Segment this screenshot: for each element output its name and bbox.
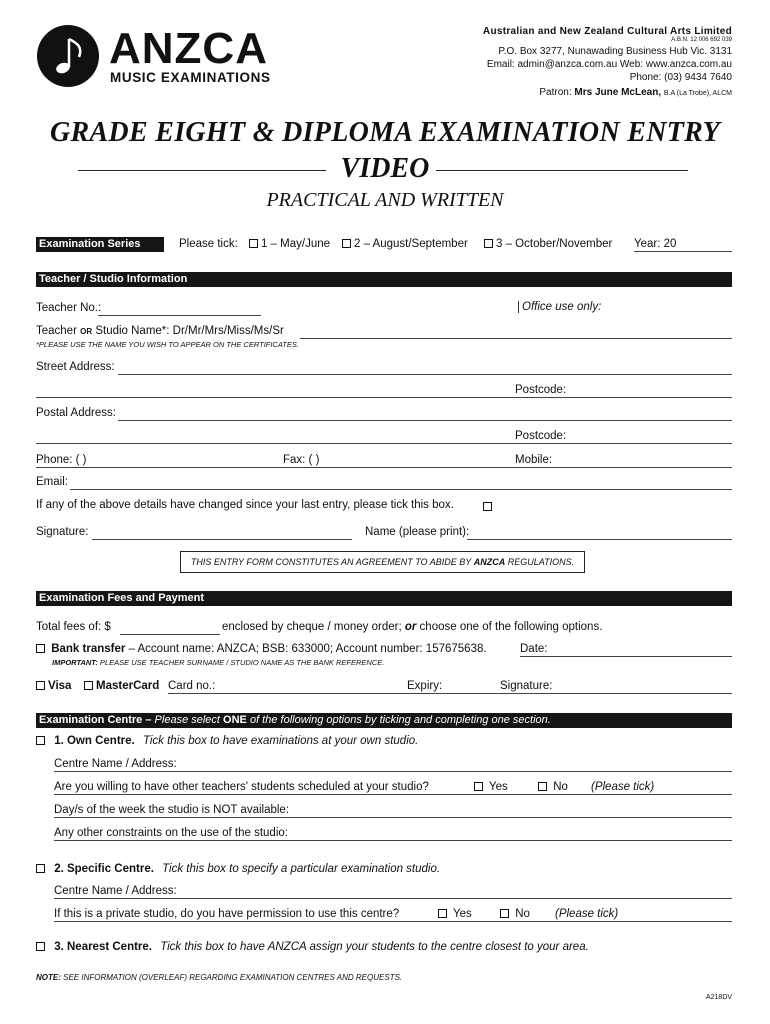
constraints-field[interactable] [54, 840, 732, 841]
bank-details: – Account name: ANZCA; BSB: 633000; Account number: 157675638. [128, 643, 487, 655]
studio-name-label: Studio Name*: Dr/Mr/Mrs/Miss/Ms/Sr [95, 325, 284, 337]
specific-centre-name-label: Centre Name / Address: [54, 885, 177, 897]
card-signature-label: Signature: [500, 680, 553, 692]
phone-field[interactable] [36, 467, 732, 468]
please-tick-label: Please tick: [179, 238, 238, 250]
postal-address-label: Postal Address: [36, 407, 116, 419]
centre-heading [36, 713, 732, 728]
checkbox[interactable] [438, 909, 447, 918]
series-label: Examination Series [36, 237, 164, 252]
teacher-name-label [36, 325, 284, 337]
nearest-centre-title: 3. Nearest Centre. [54, 941, 152, 953]
form-subtitle: VIDEO [340, 153, 430, 184]
org-name: Australian and New Zealand Cultural Arts Limited [482, 26, 732, 37]
days-field[interactable] [54, 817, 732, 818]
agreement-text: THIS ENTRY FORM CONSTITUTES AN AGREEMENT TO ABIDE BY [190, 557, 472, 567]
series-option-2-label: 2 – August/September [354, 238, 468, 250]
own-centre-option[interactable] [36, 735, 418, 747]
note-text: SEE INFORMATION (OVERLEAF) REGARDING EXAMINATION CENTRES AND REQUESTS. [63, 973, 403, 982]
specific-centre-desc: Tick this box to specify a particular examination studio. [162, 863, 441, 875]
centre-note [36, 973, 402, 982]
cheque-text: enclosed by cheque / money order; [222, 621, 402, 633]
checkbox[interactable] [249, 239, 258, 248]
postal-address-field[interactable] [118, 420, 732, 421]
visa-option[interactable] [36, 680, 71, 692]
email-web: Email: admin@anzca.com.au Web: www.anzca.com.au [486, 59, 732, 70]
private-yes[interactable] [438, 908, 472, 920]
willing-label: Are you willing to have other teachers' students scheduled at your studio? [54, 781, 429, 793]
centre-heading-label: Examination Centre – [39, 714, 152, 726]
postcode2-label: Postcode: [515, 430, 567, 442]
checkbox[interactable] [342, 239, 351, 248]
please-tick-note-1: (Please tick) [591, 781, 655, 793]
bank-transfer-label: Bank transfer [51, 643, 126, 655]
email-label: Email: [36, 476, 68, 488]
constraints-label: Any other constraints on the use of the studio: [54, 827, 288, 839]
important-note [52, 658, 384, 667]
patron-prefix: Patron: [539, 87, 572, 98]
series-option-3-label: 3 – October/November [496, 238, 613, 250]
postcode1-label: Postcode: [515, 384, 567, 396]
print-name-label: Name (please print): [365, 526, 470, 538]
own-centre-desc: Tick this box to have examinations at your own studio. [142, 735, 419, 747]
days-label: Day/s of the week the studio is NOT available: [54, 804, 290, 816]
checkbox[interactable] [36, 942, 45, 951]
postal-address-field-2[interactable] [36, 443, 732, 444]
options-text: choose one of the following options. [419, 621, 603, 633]
own-centre-title: 1. Own Centre. [54, 735, 135, 747]
total-fees-field[interactable] [120, 634, 220, 635]
mastercard-label: MasterCard [96, 680, 160, 692]
expiry-label: Expiry: [407, 680, 443, 692]
yes-label: Yes [453, 908, 472, 920]
logo-sub-text: MUSIC EXAMINATIONS [110, 70, 271, 85]
important-label: IMPORTANT: [52, 658, 98, 667]
note-label: NOTE: [36, 973, 61, 982]
signature-field[interactable] [92, 539, 352, 540]
please-tick-note-2: (Please tick) [555, 908, 619, 920]
specific-centre-option[interactable] [36, 863, 440, 875]
music-note-icon [35, 25, 101, 87]
no-label: No [515, 908, 530, 920]
abn: A.B.N. 12 006 692 039 [671, 37, 732, 43]
logo-main-text: ANZCA [109, 24, 268, 73]
patron-name: Mrs June McLean, [574, 87, 662, 98]
teacher-name-field[interactable] [300, 338, 732, 339]
agreement-notice [180, 551, 585, 573]
form-code: A218DV [705, 994, 732, 1001]
or-label: OR [80, 327, 93, 336]
changed-details-label: If any of the above details have changed since your last entry, please tick this box. [36, 499, 454, 511]
series-option-1-label: 1 – May/June [261, 238, 331, 250]
date-label: Date: [520, 643, 548, 655]
fees-heading: Examination Fees and Payment [36, 591, 732, 606]
own-centre-name-label: Centre Name / Address: [54, 758, 177, 770]
important-text: PLEASE USE TEACHER SURNAME / STUDIO NAME AS THE BANK REFERENCE. [99, 658, 385, 667]
checkbox[interactable] [36, 681, 45, 690]
checkbox[interactable] [36, 736, 45, 745]
patron [539, 87, 732, 98]
series-option-3[interactable] [484, 238, 612, 250]
teacher-no-field[interactable] [98, 315, 261, 316]
form-title: GRADE EIGHT & DIPLOMA EXAMINATION ENTRY [49, 117, 721, 148]
phone: Phone: (03) 9434 7640 [629, 72, 732, 83]
anzca-logo [35, 25, 297, 87]
card-no-label: Card no.: [168, 680, 216, 692]
nearest-centre-option[interactable] [36, 941, 589, 953]
street-address-field-2[interactable] [36, 397, 732, 398]
own-centre-name-field[interactable] [54, 771, 732, 772]
checkbox[interactable] [474, 782, 483, 791]
series-option-2[interactable] [342, 238, 468, 250]
private-field[interactable] [54, 921, 732, 922]
teacher-no-label: Teacher No.: [36, 302, 102, 314]
checkbox[interactable] [84, 681, 93, 690]
mastercard-option[interactable] [84, 680, 159, 692]
street-address-field[interactable] [118, 374, 732, 375]
willing-yes[interactable] [474, 781, 508, 793]
mobile-label: Mobile: [515, 454, 553, 466]
office-use-label: Office use only: [518, 301, 601, 313]
specific-centre-name-field[interactable] [54, 898, 732, 899]
checkbox[interactable] [36, 864, 45, 873]
total-fees-text [222, 621, 602, 633]
year-field[interactable] [634, 251, 732, 252]
patron-quals: B.A (La Trobe), ALCM [663, 90, 732, 97]
certificate-note: *PLEASE USE THE NAME YOU WISH TO APPEAR ON THE CERTIFICATES. [36, 340, 299, 349]
no-label: No [553, 781, 568, 793]
postal-address: P.O. Box 3277, Nunawading Business Hub Vic. 3131 [498, 46, 732, 57]
total-fees-label: Total fees of: $ [36, 621, 111, 633]
private-no[interactable] [500, 908, 530, 920]
teacher-label: Teacher [36, 325, 77, 337]
private-studio-label: If this is a private studio, do you have permission to use this centre? [54, 908, 400, 920]
series-option-1[interactable] [249, 238, 330, 250]
email-field[interactable] [70, 489, 732, 490]
card-details-field[interactable] [168, 693, 732, 694]
centre-heading-instructions: of the following options by ticking and completing one section. [249, 714, 551, 726]
fax-label: Fax: ( ) [283, 454, 320, 466]
agreement-anzca: ANZCA [473, 557, 506, 567]
print-name-field[interactable] [467, 539, 732, 540]
willing-no[interactable] [538, 781, 568, 793]
willing-field[interactable] [54, 794, 732, 795]
yes-label: Yes [489, 781, 508, 793]
centre-heading-one: ONE [223, 714, 247, 726]
teacher-heading: Teacher / Studio Information [36, 272, 732, 287]
nearest-centre-desc: Tick this box to have ANZCA assign your students to the centre closest to your area. [160, 941, 589, 953]
checkbox[interactable] [538, 782, 547, 791]
visa-label: Visa [48, 680, 72, 692]
centre-heading-select: Please select [154, 714, 220, 726]
phone-label: Phone: ( ) [36, 454, 87, 466]
checkbox[interactable] [484, 239, 493, 248]
checkbox[interactable] [36, 644, 45, 653]
changed-details-checkbox[interactable] [483, 502, 492, 511]
checkbox[interactable] [500, 909, 509, 918]
street-address-label: Street Address: [36, 361, 115, 373]
year-label: Year: 20 [634, 238, 677, 250]
form-subheading: PRACTICAL AND WRITTEN [266, 189, 504, 211]
date-field[interactable] [520, 656, 732, 657]
specific-centre-title: 2. Specific Centre. [54, 863, 154, 875]
signature-label: Signature: [36, 526, 89, 538]
agreement-regulations: REGULATIONS. [507, 557, 575, 567]
bank-transfer-option[interactable] [36, 643, 487, 655]
or-text: or [404, 621, 417, 633]
